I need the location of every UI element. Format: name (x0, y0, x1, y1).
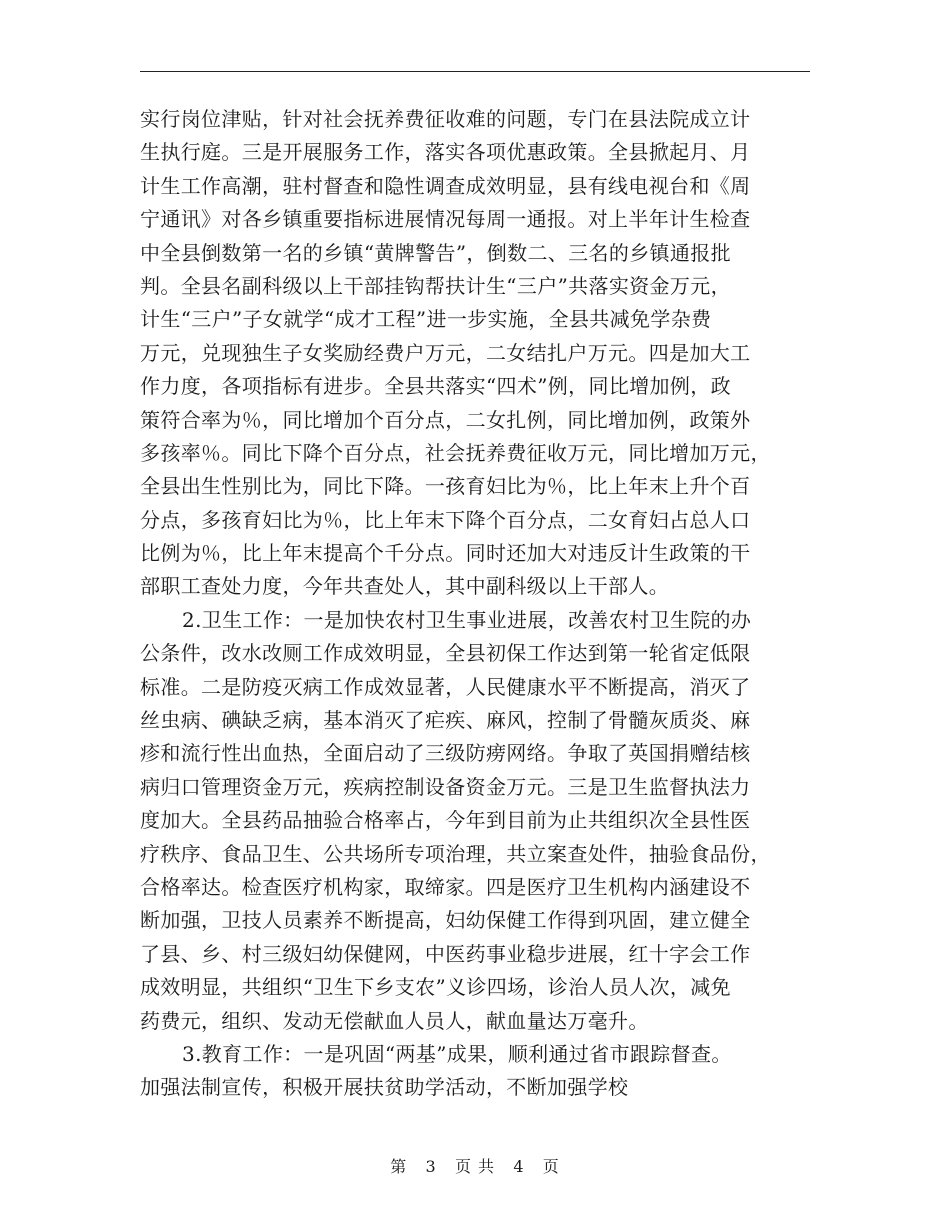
header-rule (140, 71, 810, 72)
text-line: 合格率达。检查医疗机构家，取缔家。四是医疗卫生机构内涵建设不 (140, 874, 751, 899)
text-line: 成效明显，共组织“卫生下乡支农”义诊四场，诊治人员人次，减免 (140, 975, 731, 1000)
text-line: 中全县倒数第一名的乡镇“黄牌警告”，倒数二、三名的乡镇通报批 (140, 240, 731, 265)
text-line: 疹和流行性出血热，全面启动了三级防痨网络。争取了英国捐赠结核 (140, 741, 751, 766)
text-line: 疗秩序、食品卫生、公共场所专项治理，共立案查处件，抽验食品份， (140, 841, 771, 866)
text-line: 了县、乡、村三级妇幼保健网，中医药事业稳步进展，红十字会工作 (140, 941, 751, 966)
text-line: 标准。二是防疫灭病工作成效显著，人民健康水平不断提高，消灭了 (140, 674, 751, 699)
text-line: 2.卫生工作：一是加快农村卫生事业进展，改善农村卫生院的办 (182, 607, 752, 632)
text-line: 计生工作高潮，驻村督查和隐性调查成效明显，县有线电视台和《周 (140, 173, 751, 198)
text-line: 分点，多孩育妇比为％，比上年末下降个百分点，二女育妇占总人口 (140, 507, 751, 532)
text-line: 判。全县名副科级以上干部挂钩帮扶计生“三户”共落实资金万元， (140, 273, 731, 298)
text-line: 3.教育工作：一是巩固“两基”成果，顺利通过省市跟踪督查。 (182, 1041, 732, 1066)
text-line: 生执行庭。三是开展服务工作，落实各项优惠政策。全县掀起月、月 (140, 140, 751, 165)
footer-suffix: 页 (542, 1157, 560, 1176)
text-line: 部职工查处力度，今年共查处人，其中副科级以上干部人。 (140, 574, 670, 599)
footer-prefix: 第 (390, 1157, 408, 1176)
document-body (140, 103, 812, 1105)
footer-page-number: 3 (425, 1157, 437, 1176)
footer-middle: 页 共 (454, 1157, 496, 1176)
text-line: 作力度，各项指标有进步。全县共落实“四术”例，同比增加例，政 (140, 374, 731, 399)
text-line: 公条件，改水改厕工作成效明显，全县初保工作达到第一轮省定低限 (140, 641, 751, 666)
text-line: 度加大。全县药品抽验合格率占，今年到目前为止共组织次全县性医 (140, 808, 751, 833)
text-line: 实行岗位津贴，针对社会抚养费征收难的问题，专门在县法院成立计 (140, 107, 751, 131)
footer-total-pages: 4 (513, 1157, 525, 1176)
text-line: 策符合率为％，同比增加个百分点，二女扎例，同比增加例，政策外 (140, 407, 751, 432)
text-line: 丝虫病、碘缺乏病，基本消灭了疟疾、麻风，控制了骨髓灰质炎、麻 (140, 708, 751, 733)
text-line: 全县出生性别比为，同比下降。一孩育妇比为％，比上年末上升个百 (140, 474, 751, 499)
text-line: 万元，兑现独生子女奖励经费户万元，二女结扎户万元。四是加大工 (140, 340, 751, 365)
text-line: 加强法制宣传，积极开展扶贫助学活动，不断加强学校 (140, 1075, 629, 1100)
text-line: 宁通讯》对各乡镇重要指标进展情况每周一通报。对上半年计生检查 (140, 207, 751, 232)
text-line: 比例为％，比上年末提高个千分点。同时还加大对违反计生政策的干 (140, 541, 751, 566)
text-line: 断加强，卫技人员素养不断提高，妇幼保健工作得到巩固，建立健全 (140, 908, 751, 933)
text-line: 多孩率％。同比下降个百分点，社会抚养费征收万元，同比增加万元， (140, 440, 771, 465)
text-line: 病归口管理资金万元，疾病控制设备资金万元。三是卫生监督执法力 (140, 774, 751, 799)
text-line: 药费元，组织、发动无偿献血人员人，献血量达万毫升。 (140, 1008, 649, 1033)
text-line: 计生“三户”子女就学“成才工程”进一步实施，全县共减免学杂费 (140, 307, 712, 332)
page-footer (0, 1154, 950, 1177)
